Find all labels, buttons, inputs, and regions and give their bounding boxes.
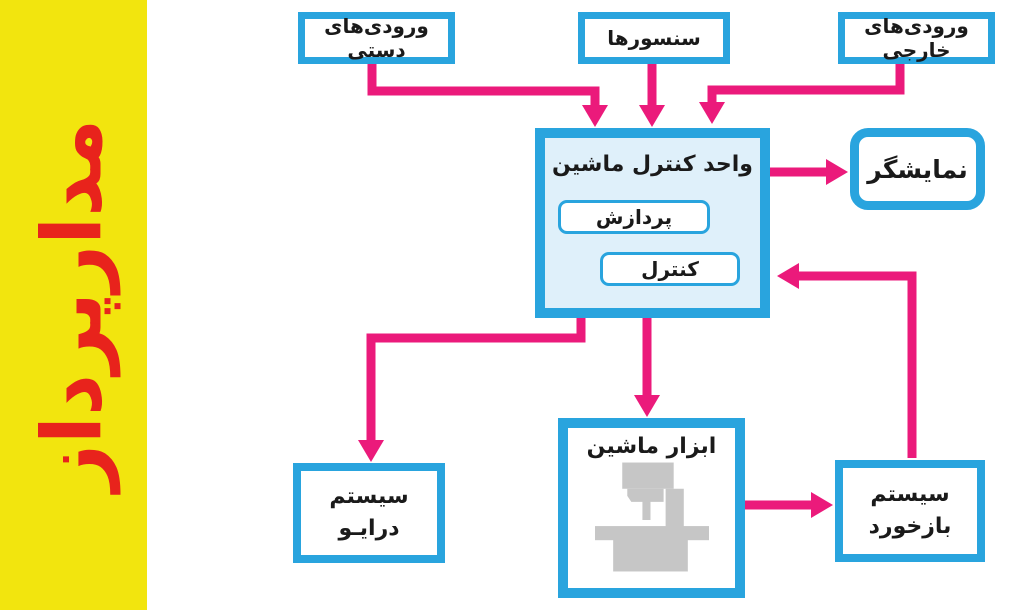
control-unit-title: واحد کنترل ماشین — [552, 152, 753, 177]
node-display — [850, 128, 985, 210]
processing-label: پردازش — [595, 205, 673, 229]
node-manual-inputs — [298, 12, 455, 64]
brand-sidebar — [0, 0, 147, 610]
node-processing — [558, 200, 710, 234]
node-control — [600, 252, 740, 286]
drive-system-label-line1: سیستم — [329, 484, 409, 510]
arrow-control-unit-to-drive-system — [371, 316, 581, 441]
drive-system-label-line2: درایـو — [338, 516, 400, 541]
sensors-label: سنسورها — [607, 26, 701, 50]
manual-inputs-label: ورودی‌های دستی — [324, 14, 429, 62]
node-sensors — [578, 12, 730, 64]
brand-name: مدارپرداز — [25, 118, 121, 492]
node-feedback-system — [835, 460, 985, 562]
arrow-manual-inputs-to-control-unit — [372, 60, 595, 106]
node-machine-control-unit — [535, 128, 770, 318]
external-inputs-label: ورودی‌های خارجی — [864, 14, 969, 62]
machine-tool-label: ابزار ماشین — [586, 434, 717, 459]
feedback-system-label-line1: سیستم — [870, 482, 950, 508]
feedback-system-label-line2: بازخورد — [868, 514, 952, 539]
node-drive-system — [293, 463, 445, 563]
milling-machine-icon — [595, 461, 709, 573]
control-label: کنترل — [641, 257, 699, 281]
node-machine-tool — [558, 418, 745, 598]
node-external-inputs — [838, 12, 995, 64]
display-label: نمایشگر — [867, 154, 968, 184]
arrow-external-inputs-to-control-unit — [712, 62, 900, 103]
arrow-feedback-system-to-control-unit — [798, 276, 912, 458]
